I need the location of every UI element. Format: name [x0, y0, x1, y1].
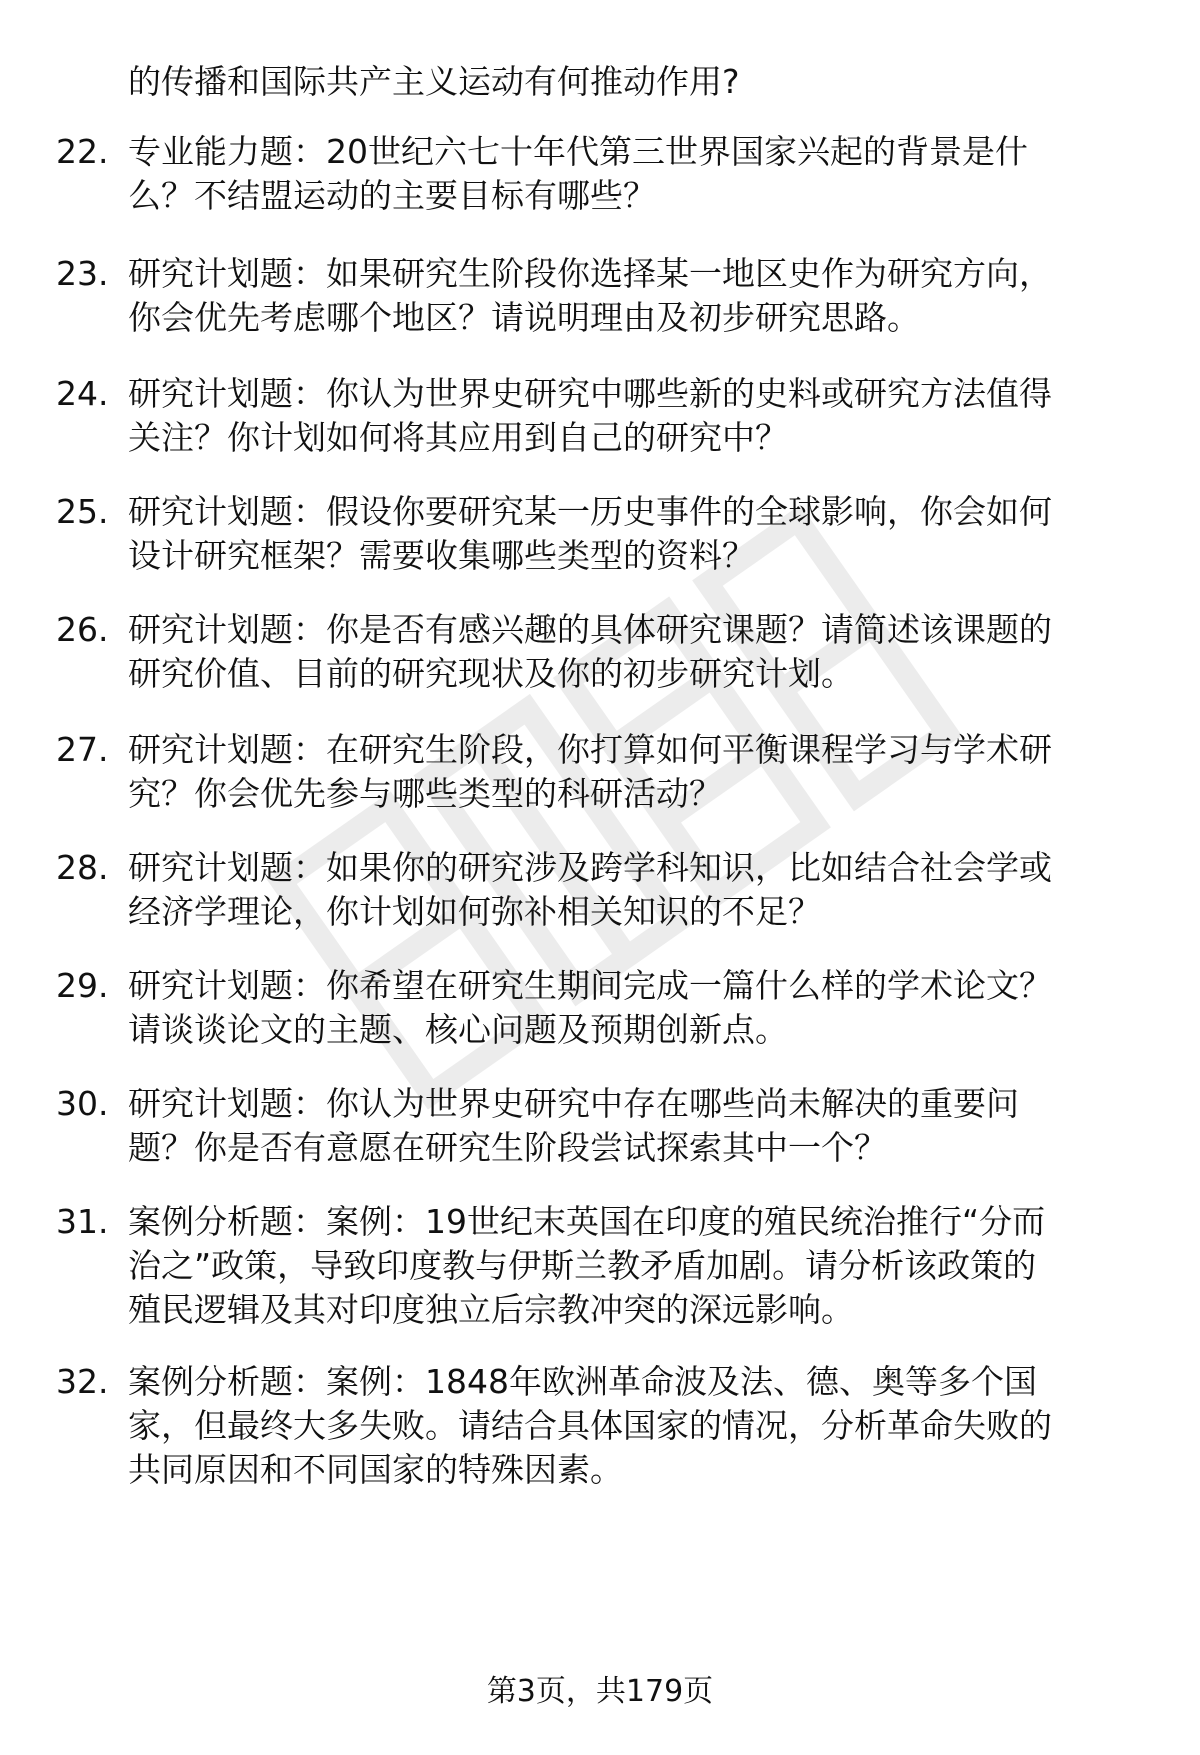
question-number: 30. [56, 1084, 109, 1123]
question-number: 23. [56, 254, 109, 293]
question-line: 研究计划题：你希望在研究生期间完成一篇什么样的学术论文？ [128, 966, 1052, 1005]
question-line: 究？你会优先参与哪些类型的科研活动？ [128, 774, 722, 813]
question-text [128, 372, 1148, 460]
question-line: 案例分析题：案例：19世纪末英国在印度的殖民统治推行“分而 [128, 1202, 1046, 1241]
question-line: 研究价值、目前的研究现状及你的初步研究计划。 [128, 654, 854, 693]
question-line: 研究计划题：你认为世界史研究中哪些新的史料或研究方法值得 [128, 374, 1052, 413]
question-line: 案例分析题：案例：1848年欧洲革命波及法、德、奥等多个国 [128, 1362, 1037, 1401]
question-line: 你会优先考虑哪个地区？请说明理由及初步研究思路。 [128, 298, 920, 337]
question-line: 殖民逻辑及其对印度独立后宗教冲突的深远影响。 [128, 1290, 854, 1329]
question-item [0, 846, 1200, 934]
question-text [128, 964, 1148, 1052]
question-line: 研究计划题：假设你要研究某一历史事件的全球影响，你会如何 [128, 492, 1052, 531]
question-text [128, 846, 1148, 934]
question-line: 关注？你计划如何将其应用到自己的研究中？ [128, 418, 788, 457]
question-line: 专业能力题：20世纪六七十年代第三世界国家兴起的背景是什 [128, 132, 1028, 171]
question-number: 29. [56, 966, 109, 1005]
question-line: 研究计划题：你是否有感兴趣的具体研究课题？请简述该课题的 [128, 610, 1052, 649]
question-line: 研究计划题：如果研究生阶段你选择某一地区史作为研究方向， [128, 254, 1052, 293]
question-item [0, 252, 1200, 340]
question-number: 31. [56, 1202, 109, 1241]
question-line: 治之”政策，导致印度教与伊斯兰教矛盾加剧。请分析该政策的 [128, 1246, 1037, 1285]
question-number: 25. [56, 492, 109, 531]
question-number: 28. [56, 848, 109, 887]
question-item [0, 608, 1200, 696]
page-footer: 第3页，共179页 [486, 1674, 714, 1709]
question-item [0, 372, 1200, 460]
question-text [128, 1200, 1148, 1332]
question-text [128, 490, 1148, 578]
question-item [0, 1360, 1200, 1492]
question-line: 请谈谈论文的主题、核心问题及预期创新点。 [128, 1010, 788, 1049]
question-line: 经济学理论，你计划如何弥补相关知识的不足？ [128, 892, 821, 931]
question-number: 24. [56, 374, 109, 413]
question-text [128, 728, 1148, 816]
question-item [0, 964, 1200, 1052]
question-line: 研究计划题：在研究生阶段，你打算如何平衡课程学习与学术研 [128, 730, 1052, 769]
question-line: 家，但最终大多失败。请结合具体国家的情况，分析革命失败的 [128, 1406, 1052, 1445]
question-item [0, 1082, 1200, 1170]
question-line: 共同原因和不同国家的特殊因素。 [128, 1450, 623, 1489]
question-line: 题？你是否有意愿在研究生阶段尝试探索其中一个？ [128, 1128, 887, 1167]
question-line: 设计研究框架？需要收集哪些类型的资料？ [128, 536, 755, 575]
question-text [128, 252, 1148, 340]
question-text [128, 1360, 1148, 1492]
question-line: 研究计划题：如果你的研究涉及跨学科知识，比如结合社会学或 [128, 848, 1052, 887]
question-item [0, 490, 1200, 578]
question-number: 22. [56, 132, 109, 171]
question-number: 27. [56, 730, 109, 769]
question-text [128, 1082, 1148, 1170]
question-line: 研究计划题：你认为世界史研究中存在哪些尚未解决的重要问 [128, 1084, 1019, 1123]
question-number: 26. [56, 610, 109, 649]
question-number: 32. [56, 1362, 109, 1401]
question-text [128, 130, 1148, 218]
question-text [128, 608, 1148, 696]
continuation-text: 的传播和国际共产主义运动有何推动作用? [128, 62, 740, 101]
question-item [0, 728, 1200, 816]
question-item [0, 130, 1200, 218]
question-item [0, 1200, 1200, 1332]
question-line: 么？不结盟运动的主要目标有哪些？ [128, 176, 656, 215]
